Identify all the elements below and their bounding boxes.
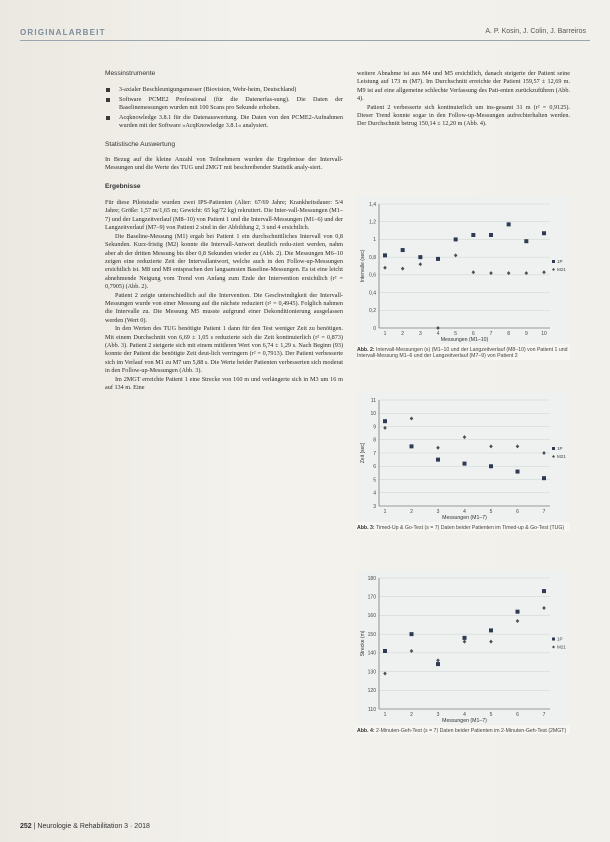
data-point-1p xyxy=(489,233,493,237)
x-tick-label: 7 xyxy=(542,509,546,515)
results-heading: Ergebnisse xyxy=(105,182,141,190)
data-point-1p xyxy=(436,662,440,666)
chart-background xyxy=(357,570,570,725)
y-tick-label: 4 xyxy=(373,490,376,497)
section-label: ORIGINALARBEIT xyxy=(20,28,106,37)
data-point-1p xyxy=(383,253,387,257)
x-tick-label: 4 xyxy=(463,509,466,515)
figure-4-caption-text: 2-Minuten-Geh-Test (s = 7) Daten beider Patienten im 2-Minuten-Geh-Test (2MGT) xyxy=(376,728,567,734)
legend-label: 1P xyxy=(557,446,563,451)
y-tick-label: 3 xyxy=(373,503,376,510)
x-tick-label: 4 xyxy=(463,712,466,718)
x-tick-label: 8 xyxy=(507,331,511,337)
legend-label: 1P xyxy=(557,259,563,264)
data-point-1p xyxy=(542,589,546,593)
legend-label: M21 xyxy=(557,644,566,650)
data-point-1p xyxy=(383,649,387,653)
y-tick-label: 0,2 xyxy=(369,308,376,315)
instruments-heading: Messinstrumente xyxy=(105,70,156,77)
figure-3-caption-text: Timed-Up & Go-Test (s = 7) Daten beider Patienten im Timed-up & Go-Test (TUG) xyxy=(375,525,565,531)
data-point-1p xyxy=(463,462,467,466)
y-tick-label: 7 xyxy=(373,450,376,457)
y-tick-label: 10 xyxy=(370,411,376,418)
results-paragraph-4: In den Werten des TUG benötigte Patient 1 dann für den Test weniger Zeit zu benötigen. Mit einem Durchschnitt von 6,69 ± 1,05 s reduzierte sich die Zeit kontinuierlich (r² = 0,873) (Abb. 3). Patient 2 steigerte sich mit einem mittleren Wert von 6,74 ± 1,29 s. Nach Beginn (93) konnte der Patient die benötigte Zeit deut-lich verringern (r² = 0,7913). Der Patient verbesserte sich im Verlauf von M1 zu M7 um 5,88 s. Die Werte beider Patienten verbesserten sich moderat in den Follow-up-Messungen (Abb. 3). xyxy=(105,325,343,375)
results-paragraph-3: Patient 2 zeigte unterschiedlich auf die Intervention. Die Geschwindigkeit der Intervall-Messungen wurde von einer Messung auf die nächste reduziert (r² = 0,4945). Folglich nahmen die Intervalle zu. Die Messung M5 musste aufgrund einer Dekonditionierung ausgelassen werden (Wert 0). xyxy=(105,291,343,324)
y-tick-label: 0 xyxy=(373,325,376,332)
x-tick-label: 3 xyxy=(436,509,440,515)
x-tick-label: 6 xyxy=(516,712,519,718)
x-tick-label: 7 xyxy=(489,331,493,337)
header-rule xyxy=(20,40,590,41)
legend-marker xyxy=(552,260,555,263)
x-tick-label: 1 xyxy=(383,712,387,718)
list-item: Software PCME2 Professional (für die Datenerfas-sung). Die Daten der Baselinemessungen wurden mit 100 Scans pro Sekunde erhoben. xyxy=(105,96,343,113)
right-paragraph-2: Patient 2 verbesserte sich kontinuierlich um ins-gesamt 31 m (r² = 0,9125). Dieser Trend konnte sogar in den Follow-up-Messungen aufrechterhalten werden. Der Durchschnitt betrug 150,14 ± 12,20 m (Abb. 4). xyxy=(357,103,570,128)
x-tick-label: 6 xyxy=(471,331,475,337)
figure-2-caption-title: Abb. 2: xyxy=(357,347,375,353)
data-point-1p xyxy=(542,476,546,480)
y-tick-label: 1,2 xyxy=(369,219,376,226)
data-point-1p xyxy=(401,248,405,252)
figure-4-caption-title: Abb. 4: xyxy=(357,728,375,734)
x-tick-label: 4 xyxy=(436,331,440,337)
stats-heading: Statistische Auswertung xyxy=(105,141,176,149)
legend-label: 1P xyxy=(557,636,563,642)
y-tick-label: 180 xyxy=(367,575,376,582)
figure-3-caption-title: Abb. 3: xyxy=(357,525,375,531)
y-tick-label: 130 xyxy=(367,669,376,676)
data-point-1p xyxy=(471,233,475,237)
x-tick-label: 2 xyxy=(410,712,413,718)
results-paragraph-1: Für diese Pilotstudie wurden zwei IPS-Patienten (Alter: 67/69 Jahre; Krankheitsdauer: 5/4 Jahre; Größe: 1,57 m/1,65 m; Gewicht: 65 kg/72 kg) rekrutiert. Die Inter-vall-Messungen (M1–7) und der Langzeitverlauf (M8–10) von Patient 1 und die Intervall-Messungen (M1–6) und der Langzeitverlauf (M7–9) von Patient 2 sind in der Abbildung 2, 3 und 4 ersichtlich. xyxy=(105,199,343,232)
list-item: Acqknowledge 3.8.1 für die Datenauswertung. Die Daten von den PCME2-Aufnahmen wurden mit der Software »AcqKnowledge 3.8.1« analysiert. xyxy=(105,114,343,131)
data-point-1p xyxy=(436,458,440,462)
figure-2-caption-text: Intervall-Messungen (s) (M1–10 und der Langzeitverlauf (M8–10) von Patient 1 und Intervall-Messung M1–6 und der Langzeitverlauf (M7–9) von Patient 2 xyxy=(357,347,568,360)
x-axis-label: Messungen (M1–7) xyxy=(442,718,487,724)
footer-separator: | xyxy=(33,823,38,830)
legend-marker xyxy=(552,638,555,641)
y-tick-label: 160 xyxy=(367,613,376,620)
data-point-1p xyxy=(383,419,387,423)
right-paragraph-1: weitere Abnahme ist aus M4 und M5 ersichtlich, danach steigerte der Patient seine Leistung auf 173 m (M7). Im Durchschnitt erreichte der Patient 159,57 ± 12,69 m. M9 ist auf eine allgemeine schlechte Verfassung des Pati-enten zurückzuführen (Abb. 4). xyxy=(357,70,570,103)
figure-3-chart xyxy=(357,392,570,522)
data-point-1p xyxy=(463,636,467,640)
y-axis-label: Intervalle (sec) xyxy=(360,249,366,283)
data-point-1p xyxy=(410,632,414,636)
y-tick-label: 6 xyxy=(373,464,376,471)
list-item: 3-axialer Beschleunigungsmesser (Biovision, Wehr-heim, Deutschland) xyxy=(105,86,343,94)
y-tick-label: 11 xyxy=(370,397,376,404)
data-point-1p xyxy=(436,257,440,261)
figure-4-caption xyxy=(357,728,570,734)
chart-background xyxy=(357,196,570,344)
x-tick-label: 5 xyxy=(489,509,493,515)
figure-3 xyxy=(357,392,570,531)
y-tick-label: 140 xyxy=(367,650,376,657)
x-axis-label: Messungen (M1–10) xyxy=(440,337,489,343)
journal-name: Neurologie & Rehabilitation 3 · 2018 xyxy=(37,823,150,830)
y-tick-label: 1,4 xyxy=(369,201,376,208)
data-point-1p xyxy=(489,628,493,632)
page-footer xyxy=(20,823,150,830)
data-point-1p xyxy=(516,470,520,474)
x-tick-label: 2 xyxy=(401,331,405,337)
y-tick-label: 0,4 xyxy=(369,290,376,297)
x-tick-label: 3 xyxy=(436,712,440,718)
left-column xyxy=(105,70,343,392)
y-tick-label: 0,6 xyxy=(369,272,376,279)
x-tick-label: 5 xyxy=(454,331,458,337)
data-point-1p xyxy=(524,239,528,243)
figure-3-caption xyxy=(357,525,570,531)
instruments-list xyxy=(105,86,343,130)
x-tick-label: 1 xyxy=(383,331,387,337)
right-column xyxy=(357,70,570,129)
y-tick-label: 9 xyxy=(373,424,376,431)
y-tick-label: 8 xyxy=(373,437,376,444)
page-number: 252 xyxy=(20,823,32,830)
data-point-1p xyxy=(418,255,422,259)
x-tick-label: 9 xyxy=(524,331,528,337)
running-head-authors: A. P. Kosin, J. Colin, J. Barreiros xyxy=(485,28,586,35)
y-tick-label: 0,8 xyxy=(369,254,376,261)
legend-label: M21 xyxy=(557,454,566,459)
data-point-1p xyxy=(410,444,414,448)
stats-paragraph: In Bezug auf die kleine Anzahl von Teilnehmern wurden die Ergebnisse der Intervall-Messungen und die Werte des TUG und 2MGT mit beschreibender Statistik analy-siert. xyxy=(105,155,343,172)
figure-2-caption xyxy=(357,347,570,360)
figure-4-chart xyxy=(357,570,570,725)
x-tick-label: 3 xyxy=(418,331,422,337)
x-tick-label: 10 xyxy=(541,331,547,337)
results-paragraph-5: Im 2MGT erreichte Patient 1 eine Strecke von 160 m und verlängerte sich in M3 um 16 m auf 134 m. Eine xyxy=(105,375,343,391)
y-tick-label: 1 xyxy=(373,237,376,244)
figure-4 xyxy=(357,570,570,734)
y-tick-label: 170 xyxy=(367,594,376,601)
x-tick-label: 1 xyxy=(383,509,387,515)
x-axis-label: Messungen (M1–7) xyxy=(442,515,487,521)
legend-label: M21 xyxy=(557,267,566,272)
y-tick-label: 150 xyxy=(367,631,376,638)
chart-background xyxy=(357,392,570,522)
data-point-1p xyxy=(507,222,511,226)
y-tick-label: 5 xyxy=(373,477,376,484)
y-axis-label: Strecke (m) xyxy=(360,630,366,657)
x-tick-label: 2 xyxy=(410,509,413,515)
y-axis-label: Zeit [sec] xyxy=(360,442,366,464)
results-paragraph-2: Die Baseline-Messung (M1) ergab bei Patient 1 ein durchschnittliches Intervall von 0,8 Sekunden. Kurz-fristig (M2) konnte die Intervall-Antwort deutlich redu-ziert werden, nahm aber ab der dritten Messung bis über 0,8 Sekunden wieder zu (Abb. 2). Die Messungen M6–10 zeigen eine reduzierte Zeit der Intervallantwort, welche auch in den Follow-up-Messungen ersichtlich ist. M8 und M9 entsprachen den langsamsten Baseline-Messungen. Es ist eine leicht abnehmende Neigung vom Trend von Anfang zum Ende der Intervention ersichtlich (r² = 0,7905) (Abb. 2). xyxy=(105,232,343,291)
y-tick-label: 120 xyxy=(367,688,376,695)
legend-marker xyxy=(552,447,555,450)
data-point-1p xyxy=(489,464,493,468)
data-point-1p xyxy=(454,237,458,241)
x-tick-label: 6 xyxy=(516,509,519,515)
x-tick-label: 5 xyxy=(489,712,493,718)
x-tick-label: 7 xyxy=(542,712,546,718)
y-tick-label: 110 xyxy=(368,706,376,713)
data-point-1p xyxy=(542,231,546,235)
data-point-1p xyxy=(516,610,520,614)
figure-2-chart xyxy=(357,196,570,344)
figure-2 xyxy=(357,196,570,360)
